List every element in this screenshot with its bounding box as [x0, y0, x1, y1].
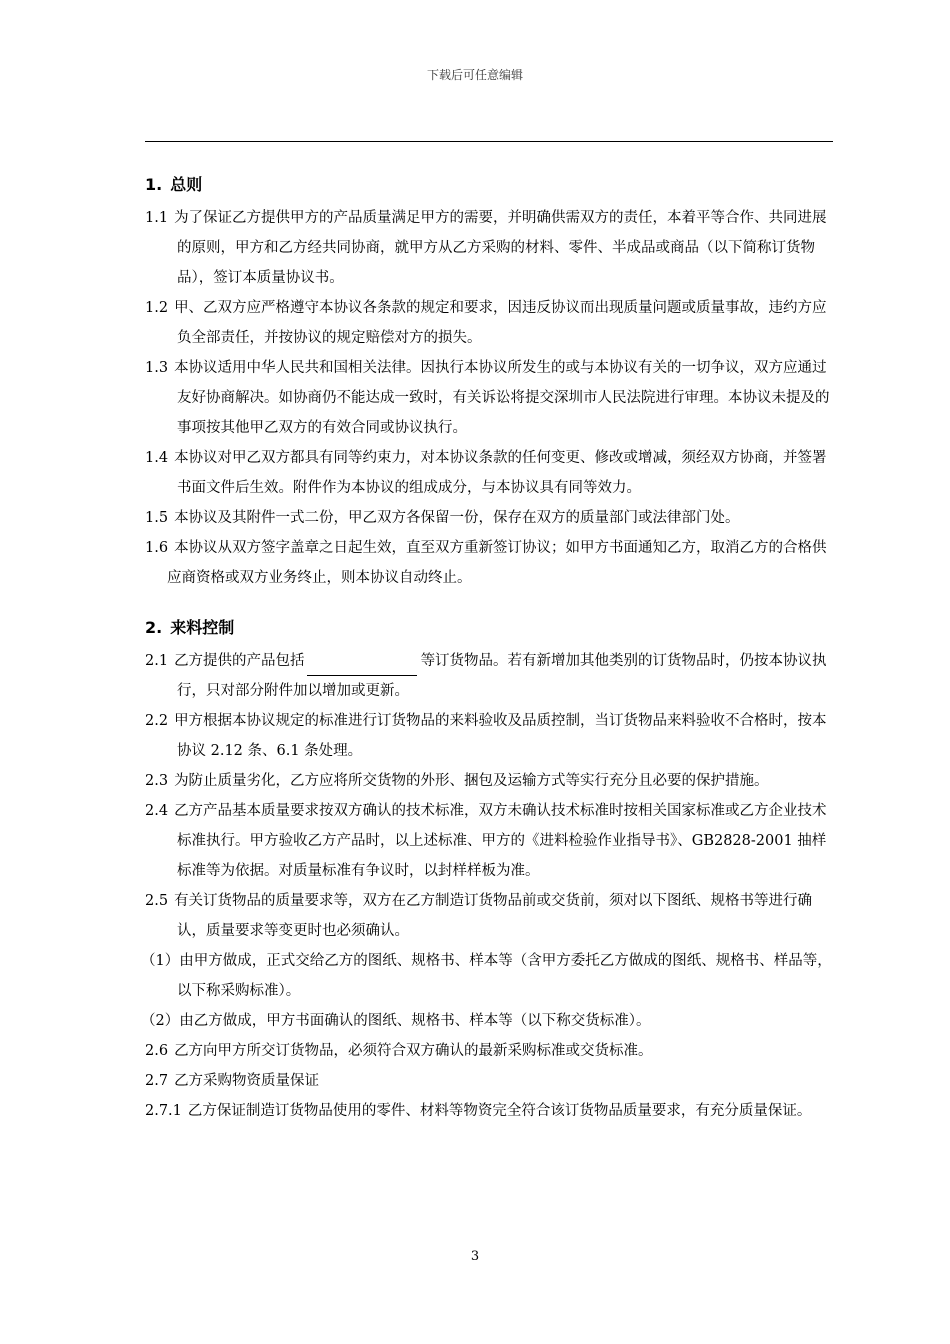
clause-2-3 — [145, 766, 835, 796]
clause-1-5 — [145, 503, 835, 533]
clause-number: 1.1 — [145, 210, 169, 226]
clause-number: 1.5 — [145, 510, 169, 526]
section-heading-2 — [145, 613, 835, 643]
clause-2-4 — [145, 796, 835, 886]
clause-number: 1.2 — [145, 300, 169, 316]
clause-text: 为了保证乙方提供甲方的产品质量满足甲方的需要，并明确供需双方的责任，本着平等合作、共同进展的原则，甲方和乙方经共同协商，就甲方从乙方采购的材料、零件、半成品或商品（以下简称订货物品），签订本质量协议书。 — [174, 210, 827, 286]
sub-clause-1 — [141, 946, 835, 1006]
clause-number: 2.5 — [145, 893, 169, 909]
clause-1-4 — [145, 443, 835, 503]
document-body — [141, 170, 835, 1126]
clause-number: 2.4 — [145, 803, 169, 819]
section-number: 1. — [145, 175, 163, 194]
clause-2-7-1 — [145, 1096, 835, 1126]
clause-text: 乙方采购物资质量保证 — [174, 1073, 320, 1089]
clause-1-1 — [145, 203, 835, 293]
clause-1-3 — [145, 353, 835, 443]
section-heading-1 — [145, 170, 835, 200]
clause-text: 本协议从双方签字盖章之日起生效，直至双方重新签订协议；如甲方书面通知乙方，取消乙方的合格供应商资格或双方业务终止，则本协议自动终止。 — [167, 540, 827, 586]
clause-2-2 — [145, 706, 835, 766]
clause-number: 2.1 — [145, 653, 169, 669]
section-title: 总则 — [170, 175, 203, 194]
fill-in-blank[interactable] — [307, 657, 417, 676]
clause-text: 等订货物品。若有新增加其他类别的订货物品时，仍按本协议执行，只对部分附件加以增加或更新。 — [177, 653, 827, 699]
clause-text: 本协议及其附件一式二份，甲乙双方各保留一份，保存在双方的质量部门或法律部门处。 — [174, 510, 740, 526]
clause-1-6 — [145, 533, 835, 593]
clause-text: 甲方根据本协议规定的标准进行订货物品的来料验收及品质控制，当订货物品来料验收不合格时，按本协议 2.12 条、6.1 条处理。 — [174, 713, 827, 759]
sub-clause-number: （2） — [141, 1013, 180, 1029]
clause-2-7 — [145, 1066, 835, 1096]
clause-text: 乙方向甲方所交订货物品，必须符合双方确认的最新采购标准或交货标准。 — [174, 1043, 653, 1059]
page-header: 下载后可任意编辑 — [426, 68, 523, 82]
sub-clause-2 — [141, 1006, 835, 1036]
clause-number: 1.6 — [145, 540, 169, 556]
clause-text: 本协议适用中华人民共和国相关法律。因执行本协议所发生的或与本协议有关的一切争议，双方应通过友好协商解决。如协商仍不能达成一致时，有关诉讼将提交深圳市人民法院进行审理。本协议未提及的事项按其他甲乙双方的有效合同或协议执行。 — [174, 360, 830, 436]
clause-text: 为防止质量劣化，乙方应将所交货物的外形、捆包及运输方式等实行充分且必要的保护措施。 — [174, 773, 769, 789]
clause-number: 2.7 — [145, 1073, 169, 1089]
header-rule — [145, 141, 833, 142]
page-number: 3 — [470, 1249, 480, 1264]
clause-1-2 — [145, 293, 835, 353]
clause-2-6 — [145, 1036, 835, 1066]
clause-number: 1.3 — [145, 360, 169, 376]
clause-number: 2.6 — [145, 1043, 169, 1059]
clause-text: 由乙方做成，甲方书面确认的图纸、规格书、样本等（以下称交货标准）。 — [179, 1013, 651, 1029]
clause-text: 由甲方做成，正式交给乙方的图纸、规格书、样本等（含甲方委托乙方做成的图纸、规格书、样品等，以下称采购标准）。 — [177, 953, 832, 999]
clause-text: 甲、乙双方应严格遵守本协议各条款的规定和要求，因违反协议而出现质量问题或质量事故，违约方应负全部责任，并按协议的规定赔偿对方的损失。 — [174, 300, 827, 346]
section-number: 2. — [145, 618, 163, 637]
clause-number: 1.4 — [145, 450, 169, 466]
clause-text: 乙方提供的产品包括 — [174, 653, 305, 669]
section-title: 来料控制 — [170, 618, 235, 637]
clause-number: 2.2 — [145, 713, 169, 729]
clause-text: 乙方保证制造订货物品使用的零件、材料等物资完全符合该订货物品质量要求，有充分质量保证。 — [187, 1103, 812, 1119]
clause-2-1 — [145, 646, 835, 706]
sub-clause-number: （1） — [141, 953, 180, 969]
clause-text: 乙方产品基本质量要求按双方确认的技术标准，双方未确认技术标准时按相关国家标准或乙方企业技术标准执行。甲方验收乙方产品时，以上述标准、甲方的《进料检验作业指导书》、GB2828-2001 抽样标准等为依据。对质量标准有争议时，以封样样板为准。 — [174, 803, 827, 879]
section-gap — [145, 593, 835, 613]
clause-text: 本协议对甲乙双方都具有同等约束力，对本协议条款的任何变更、修改或增减，须经双方协商，并签署书面文件后生效。附件作为本协议的组成成分，与本协议具有同等效力。 — [174, 450, 827, 496]
clause-text: 有关订货物品的质量要求等，双方在乙方制造订货物品前或交货前，须对以下图纸、规格书等进行确认，质量要求等变更时也必须确认。 — [174, 893, 813, 939]
clause-number: 2.7.1 — [145, 1103, 182, 1119]
clause-2-5 — [145, 886, 835, 946]
clause-number: 2.3 — [145, 773, 169, 789]
